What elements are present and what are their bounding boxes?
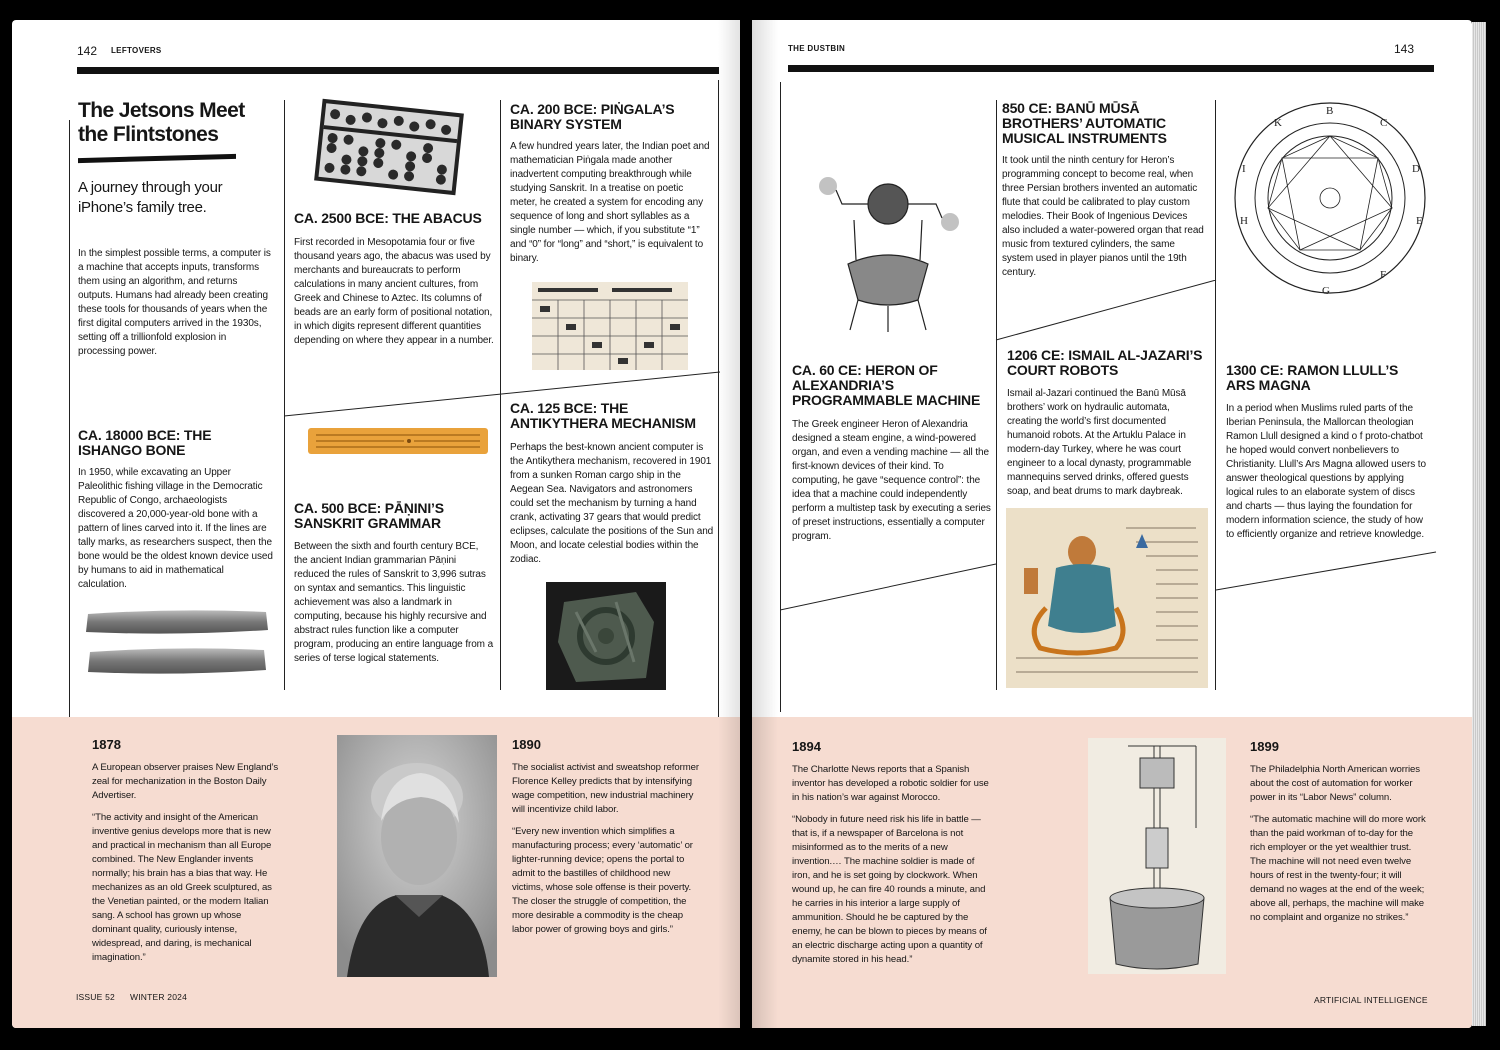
entry-heading-antikythera: CA. 125 BCE: THE ANTIKYTHERA MECHANISM [510, 400, 696, 431]
entry-heading-pingala: CA. 200 BCE: PIṄGALA’S BINARY SYSTEM [510, 101, 675, 132]
band-intro-1878: A European observer praises New England’s zeal for mechanization in the Boston Daily Advertiser. [92, 762, 279, 801]
footer-season: WINTER 2024 [130, 992, 187, 1002]
top-rule-left [77, 67, 719, 74]
svg-text:F: F [1380, 269, 1387, 281]
ishango-bone-image [82, 608, 272, 678]
entry-heading-llull: 1300 CE: RAMON LLULL’S ARS MAGNA [1226, 362, 1399, 393]
band-quote-1894: “Nobody in future need risk his life in battle — that is, if a newspaper of Barcelona is not misinformed as to the merits of a new invention.… The machine soldier is made of iron, and he is set going by clockwork. When wound up, he can fire 40 rounds a minute, and he carries in his interior a large supply of ammunition. Should he be captured by the enemy, he can be blown to pieces by means of an electric discharge acting upon a quantity of dynamite stored in his head.” [792, 814, 987, 965]
entry-body-abacus: First recorded in Mesopotamia four or five thousand years ago, the abacus was used by merchants and bureaucrats to perform calculations in many ancient cultures, from Greek and Chinese to Aztec. Its columns of beads are an early form of positional notation, in which digits represent different quantities depending on where they appear in a number. [294, 237, 494, 346]
band-text-1899 [1250, 763, 1428, 933]
article-intro: In the simplest possible terms, a computer is a machine that accepts inputs, transforms them using an algorithm, and returns outputs. Humans had already been creating these tools for thousands of years when the first digital computers arrived in the 1930s, setting off a trillionfold explosion in processing power. [78, 248, 271, 357]
band-year-1890: 1890 [512, 737, 541, 752]
abacus-image [308, 94, 470, 200]
band-intro-1890: The socialist activist and sweatshop reformer Florence Kelley predicts that by intensifying wage competition, new industrial machinery will incentivize child labor. [512, 762, 699, 815]
entry-heading-al-jazari: 1206 CE: ISMAIL AL-JAZARI’S COURT ROBOTS [1007, 347, 1203, 378]
entry-heading-heron: CA. 60 CE: HERON OF ALEXANDRIA’S PROGRAMMABLE MACHINE [792, 362, 981, 408]
left-page [12, 20, 740, 1028]
entry-body-pingala: A few hundred years later, the Indian poet and mathematician Piṅgala made another inadvertent computing breakthrough while studying Sanskrit. In a treatise on poetic meter, he created a system for encoding any sequence of long and short syllables as a single number — which, if you substitute “1” and “0” for “long” and “short,” is equivalent to binary. [510, 141, 710, 264]
band-year-1878: 1878 [92, 737, 121, 752]
band-year-1894: 1894 [792, 739, 821, 754]
entry-body-llull: In a period when Muslims ruled parts of the Iberian Peninsula, the Mallorcan theologian Ramon Llull designed a kind o f proto-chatbot he hoped would convert nonbelievers to Christianity. Llull’s Ars Magna allowed users to answer theological questions by applying logical rules to an elaborate system of discs and charts — thus laying the foundation for modern information science, the study of how to efficiently organize and retrieve knowledge. [1226, 403, 1426, 540]
page-edges [1472, 22, 1486, 1026]
page-number-left: 142 [77, 44, 98, 58]
al-jazari-manuscript-image [1006, 508, 1208, 688]
svg-text:H: H [1240, 215, 1248, 227]
band-quote-1899: “The automatic machine will do more work than the paid workman of to-day for the rich employer or the yet wealthier trust. The machine will not need even twelve hours of rest in the twenty-four; it will demand no wages at the end of the week; above all, perhaps, the machine will make no complaint and organize no strikes.” [1250, 814, 1426, 923]
article-subtitle: A journey through your iPhone’s family tree. [78, 179, 223, 216]
article-title: The Jetsons Meet the Flintstones [78, 99, 245, 146]
entry-body-panini: Between the sixth and fourth century BCE, the ancient Indian grammarian Pāṇini reduced the rules of Sanskrit to 3,996 sutras on syntax and semantics. This linguistic achievement was also a landmark in computing, because his highly recursive and abstract rules function like a computer program, producing an entire language from a series of terse logical statements. [294, 541, 494, 664]
band-text-1890 [512, 761, 702, 945]
band-text-1894 [792, 763, 990, 975]
entry-body-banu-musa: It took until the ninth century for Heron’s programming concept to become real, when three Persian brothers invented an automatic flute that could be calibrated to play custom melodies. Their Book of Ingenious Devices also included a water-powered organ that read music from textured cylinders, the same system used in player pianos until the 19th century. [1002, 155, 1204, 278]
robot-soldier-image [1088, 738, 1226, 974]
entry-body-al-jazari: Ismail al-Jazari continued the Banū Mūsā brothers’ work on hydraulic automata, creating the world’s first documented humanoid robots. At the Artuklu Palace in modern-day Turkey, where he was court engineer to a local dynasty, programmable mannequins served drinks, offered guests soap, and beat drums to mark daybreak. [1007, 388, 1192, 497]
svg-text:B: B [1326, 105, 1334, 117]
llull-wheel-image [1230, 98, 1430, 298]
entry-body-antikythera: Perhaps the best-known ancient computer is the Antikythera mechanism, recovered in 1901 from a sunken Roman cargo ship in the Aegean Sea. Navigators and astronomers could set the mechanism by turning a hand crank, activating 37 gears that would predict eclipses, calculate the positions of the Sun and Moon, and locate celestial bodies within the zodiac. [510, 442, 714, 565]
svg-text:I: I [1242, 163, 1246, 175]
title-rule [78, 154, 236, 163]
footer-issue: ISSUE 52 [76, 992, 115, 1002]
entry-heading-banu-musa: 850 CE: BANŪ MŪSĀ BROTHERS’ AUTOMATIC MUSICAL INSTRUMENTS [1002, 100, 1167, 146]
top-rule-right [788, 65, 1434, 72]
svg-text:E: E [1416, 215, 1423, 227]
band-intro-1894: The Charlotte News reports that a Spanish inventor has developed a robotic soldier for use in his nation’s war against Morocco. [792, 764, 989, 803]
entry-heading-ishango: CA. 18000 BCE: THE ISHANGO BONE [78, 427, 212, 458]
palm-leaf-manuscript-image [308, 424, 490, 460]
heron-engine-image [796, 160, 976, 340]
band-quote-1878: “The activity and insight of the American inventive genius develops more that is new and practical in mechanism than all Europe combined. The New Englander invents normally; his brain has a bias that way. He mechanizes as an old Greek sculptured, as the Venetian painted, or the modern Italian sang. A school has grown up whose dominant quality, curiously intense, widespread, and daring, is mechanical imagination.” [92, 812, 272, 963]
entry-heading-abacus: CA. 2500 BCE: THE ABACUS [294, 210, 482, 226]
column-divider [69, 120, 70, 718]
florence-kelley-portrait [337, 735, 497, 977]
band-quote-1890: “Every new invention which simplifies a manufacturing process; every ‘automatic’ or lighter-running device; opens the portal to admit to the bastilles of childhood new victims, whose sole offense is their poverty. The closer the struggle of competition, the more desirable a commodity is the cheap labor power of growing boys and girls.” [512, 826, 693, 935]
antikythera-image [546, 582, 666, 690]
svg-text:K: K [1274, 117, 1282, 129]
band-intro-1899: The Philadelphia North American worries about the cost of automation for worker power in its “Labor News” column. [1250, 764, 1420, 803]
running-head-right: THE DUSTBIN [788, 44, 846, 53]
svg-text:C: C [1380, 117, 1388, 129]
svg-text:D: D [1412, 163, 1420, 175]
page-number-right: 143 [1394, 42, 1415, 56]
running-head-left: LEFTOVERS [111, 46, 162, 55]
entry-body-ishango: In 1950, while excavating an Upper Paleolithic fishing village in the Democratic Republic of Congo, archaeologists discovered a 20,000-year-old bone with a pattern of lines carved into it. If the lines are tally marks, as researchers suspect, then the bone would be the oldest known device used by humans to aid in mathematical calculation. [78, 467, 273, 590]
band-text-1878 [92, 761, 282, 973]
entry-body-heron: The Greek engineer Heron of Alexandria designed a steam engine, a wind-powered organ, and even a vending machine — all the first-known devices of their kind. To computing, he gave “sequence control”: the idea that a machine could independently perform a multistep task by executing a series of preset instructions, essentially a computer program. [792, 419, 991, 542]
svg-text:G: G [1322, 285, 1330, 297]
footer-section: ARTIFICIAL INTELLIGENCE [1314, 995, 1428, 1005]
band-year-1899: 1899 [1250, 739, 1279, 754]
right-page [752, 20, 1472, 1028]
entry-heading-panini: CA. 500 BCE: PĀṆINI’S SANSKRIT GRAMMAR [294, 500, 444, 531]
binary-table-image [532, 282, 688, 370]
